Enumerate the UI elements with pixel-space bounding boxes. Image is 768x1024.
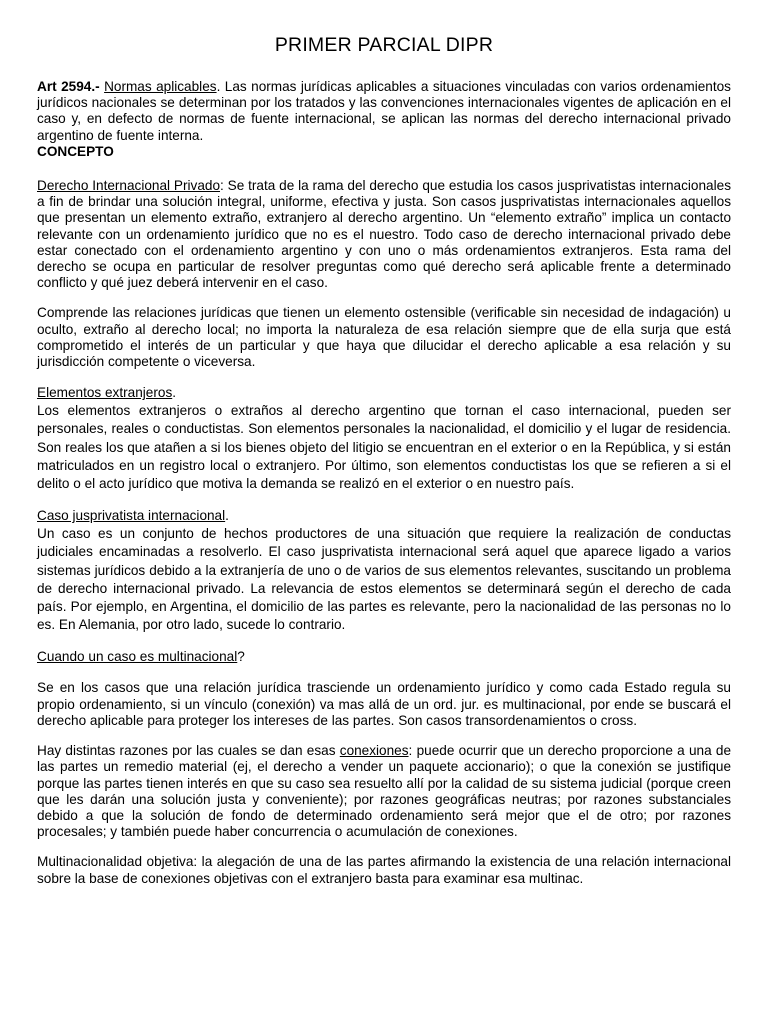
concepto-paragraph-2: Comprende las relaciones jurídicas que tienen un elemento ostensible (verificable sin necesidad de indagación) u oculto, extraño al derecho local; no importa la naturaleza de esa relación siempre que de ella surja que está comprometido el interés de un particular y que haya que dilucidar el derecho aplicable a esa relación y su jurisdicción competente o viceversa. xyxy=(37,305,731,370)
multinacional-paragraph-3: Multinacionalidad objetiva: la alegación de una de las partes afirmando la existencia de una relación internacional sobre la base de conexiones objetivas con el extranjero basta para examinar esa multinac. xyxy=(37,854,731,886)
concepto-paragraph-1 xyxy=(37,178,731,291)
page-title: PRIMER PARCIAL DIPR xyxy=(274,34,494,56)
elementos-paragraph: Los elementos extranjeros o extraños al derecho argentino que tornan el caso internacional, pueden ser personales, reales o conductistas. Son elementos personales la nacionalidad, el domicilio y el lugar de residencia. Son reales los que atañen a si los bienes objeto del litigio se encuentran en el exterior o en la República, y si están matriculados en un registro local o extranjero. Por último, son elementos conductistas los que se refieren a si el delito o el acto jurídico que motiva la demanda se realizó en el exterior o en nuestro país. xyxy=(37,403,731,492)
caso-heading: Caso jusprivatista internacional xyxy=(37,508,226,524)
concepto-term: Derecho Internacional Privado xyxy=(37,178,221,194)
elementos-heading: Elementos extranjeros xyxy=(37,385,173,401)
caso-paragraph: Un caso es un conjunto de hechos productores de una situación que requiere la realización de conductas judiciales encaminadas a resolverlo. El caso jusprivatista internacional será aquel que aparece ligado a varios sistemas jurídicos debido a la extranjería de uno o de varios de sus elementos relevantes, suscitando un problema de derecho internacional privado. La relevancia de estos elementos se determinará según el derecho de cada país. Por ejemplo, en Argentina, el domicilio de las partes es relevante, pero la nacionalidad de las personas no lo es. En Alemania, por otro lado, sucede lo contrario. xyxy=(37,526,731,633)
caso-heading-line: Caso jusprivatista internacional. xyxy=(37,508,229,524)
conexiones-term: conexiones xyxy=(339,743,409,759)
concepto-text-1: : Se trata de la rama del derecho que estudia los casos jusprivatistas internacionales a fin de brindar una solución integral, uniforme, efectiva y justa. Son casos jusprivatistas internacionales aquellos que presentan un elemento extraño, extranjero al derecho argentino. Un “elemento extraño” implica un contacto relevante con un ordenamiento jurídico que no es el nuestro. Todo caso de derecho internacional privado debe estar conectado con el ordenamiento argentino y con uno o más ordenamientos extranjeros. Esta rama del derecho se ocupa en particular de resolver preguntas como qué derecho será aplicable frente a determinado conflicto y qué juez deberá intervenir en el caso. xyxy=(37,178,731,291)
article-term: Normas aplicables xyxy=(104,79,217,94)
article-paragraph xyxy=(37,79,731,144)
multinacional-heading-line: Cuando un caso es multinacional? xyxy=(37,649,245,665)
multinacional-heading: Cuando un caso es multinacional xyxy=(37,649,238,665)
multinacional-paragraph-2: Hay distintas razones por las cuales se dan esas conexiones: puede ocurrir que un derecho proporcione a una de las partes un remedio material (ej, el derecho a vender un paquete accionario); o que la conexión se justifique porque las partes tienen interés en que su caso sea resuelto allí por la calidad de su sistema judicial (porque creen que les darán una solución justa y conveniente); por razones geográficas neutras; por razones substanciales debido a que la solución de fondo de determinado ordenamiento será mejor que el de otro; por razones procesales; y también puede haber concurrencia o acumulación de conexiones. xyxy=(37,743,732,840)
concepto-heading: CONCEPTO xyxy=(37,143,114,159)
elementos-heading-line: Elementos extranjeros. xyxy=(37,385,177,401)
article-label: Art 2594.- xyxy=(37,79,100,94)
article-text: . Las normas jurídicas aplicables a situaciones vinculadas con varios ordenamientos jurídicos nacionales se determinan por los tratados y las convenciones internacionales vigentes de aplicación en el caso y, en defecto de normas de fuente internacional, se aplican las normas del derecho internacional privado argentino de fuente interna. xyxy=(37,79,731,143)
multinacional-paragraph-1: Se en los casos que una relación jurídica trasciende un ordenamiento jurídico y como cada Estado regula su propio ordenamiento, si un vínculo (conexión) va mas allá de un ord. jur. es multinacional, por ende se buscará el derecho aplicable para proteger los intereses de las partes. Son casos transordenamientos o cross. xyxy=(37,680,731,728)
